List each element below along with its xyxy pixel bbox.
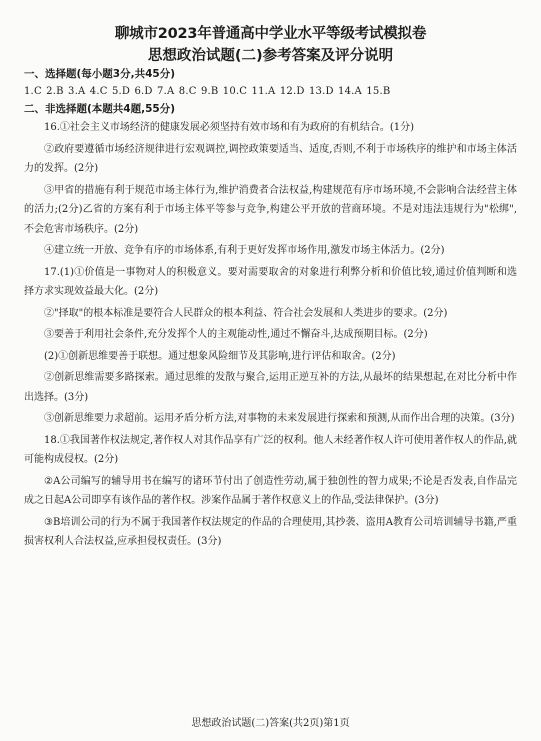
answer-paragraph: 18.①我国著作权法规定,著作权人对其作品享有广泛的权利。他人未经著作权人许可使用著作权人的作品,就可能构成侵权。(2分)	[24, 434, 517, 465]
answer-paragraph: 17.(1)①价值是一事物对人的积极意义。要对需要取舍的对象进行利弊分析和价值比较,通过价值判断和选择方求实现效益最大化。(2分)	[24, 266, 517, 297]
answer-body	[24, 118, 517, 552]
section-heading-choice: 一、选择题(每小题3分,共45分)	[24, 68, 176, 80]
document-subtitle: 思想政治试题(二)参考答案及评分说明	[147, 48, 394, 64]
page-footer: 思想政治试题(二)答案(共2页)第1页	[191, 718, 350, 729]
answer-paragraph: ④建立统一开放、竞争有序的市场体系,有利于更好发挥市场作用,激发市场主体活力。(2分)	[44, 245, 445, 256]
section-heading-nonchoice: 二、非选择题(本题共4题,55分)	[24, 103, 176, 115]
answer-paragraph: ②政府要遵循市场经济规律进行宏观调控,调控政策要适当、适度,否则,不利于市场秩序的维护和市场主体活力的发挥。(2分)	[24, 143, 517, 174]
answer-paragraph: (2)①创新思维要善于联想。通过想象风险细节及其影响,进行评估和取舍。(2分)	[44, 350, 396, 362]
answer-paragraph: 16.①社会主义市场经济的健康发展必须坚持有效市场和有为政府的有机结合。(1分)	[44, 122, 415, 133]
choice-answers: 1.C 2.B 3.A 4.C 5.D 6.D 7.A 8.C 9.B 10.C 11.A 12.D 13.D 14.A 15.B	[24, 86, 391, 97]
answer-paragraph: ③B培训公司的行为不属于我国著作权法规定的作品的合理使用,其抄袭、盗用A教育公司培训辅导书籍,严重损害权利人合法权益,应承担侵权责任。(3分)	[24, 516, 517, 547]
answer-paragraph: ③甲省的措施有利于规范市场主体行为,维护消费者合法权益,构建规范有序市场环境,不会影响合法经营主体的活力;(2分)乙省的方案有利于市场主体平等参与竞争,构建公平开放的营商环境。不是对违法违规行为"松绑",不会危害市场秩序。(2分)	[24, 184, 517, 235]
answer-paragraph: ②A公司编写的辅导用书在编写的诸环节付出了创造性劳动,属于独创性的智力成果;不论是否发表,自作品完成之日起A公司即享有该作品的著作权。涉案作品属于著作权意义上的作品,受法律保护。(3分)	[24, 475, 517, 506]
answer-paragraph: ②"择取"的根本标准是要符合人民群众的根本利益、符合社会发展和人类进步的要求。(2分)	[44, 307, 448, 319]
answer-paragraph: ③要善于利用社会条件,充分发挥个人的主观能动性,通过不懈奋斗,达成预期目标。(2分)	[44, 329, 428, 340]
answer-paragraph: ③创新思维要力求超前。运用矛盾分析方法,对事物的未来发展进行探索和预测,从而作出合理的决策。(3分)	[44, 413, 515, 424]
answer-paragraph: ②创新思维需要多路探索。通过思维的发散与聚合,运用正逆互补的方法,从最坏的结果想起,在对比分析中作出选择。(3分)	[24, 372, 517, 403]
document-title: 聊城市2023年普通高中学业水平等级考试模拟卷	[114, 26, 427, 42]
